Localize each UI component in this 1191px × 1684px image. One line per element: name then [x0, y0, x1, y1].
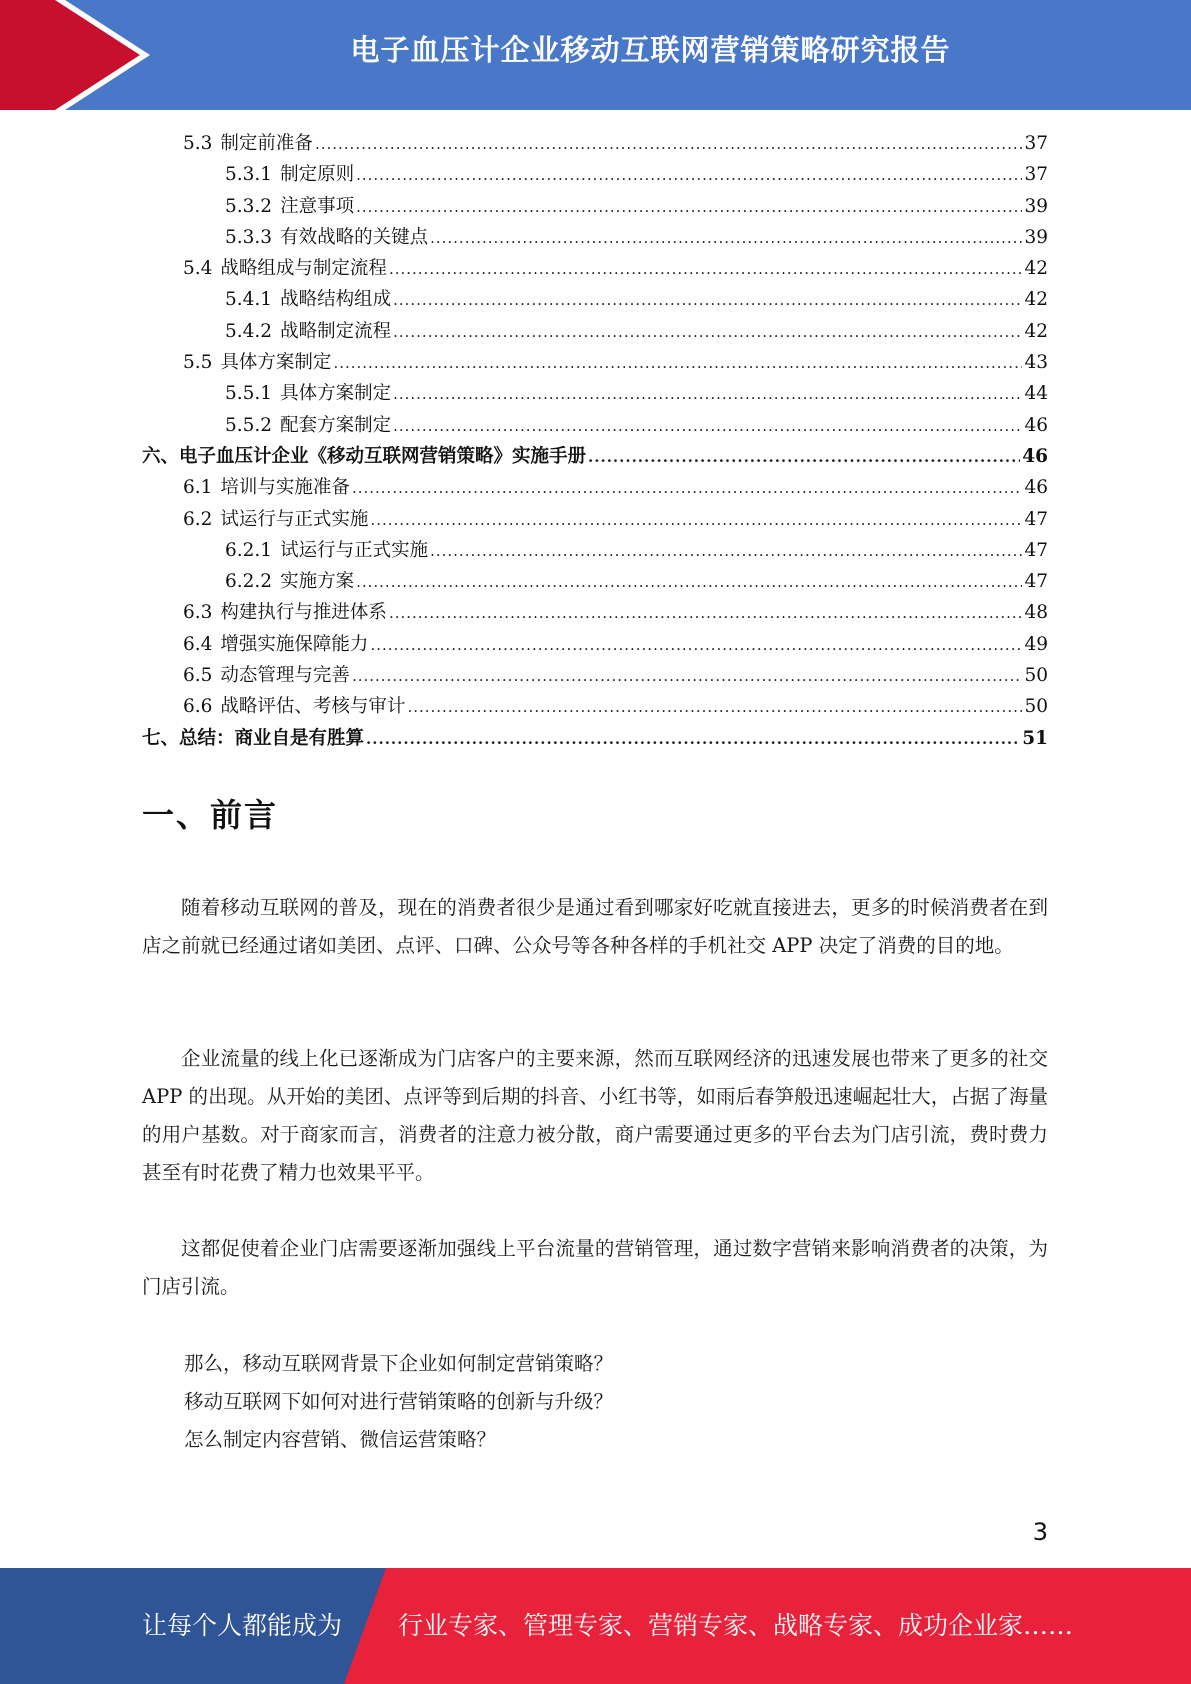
toc-entry[interactable]	[142, 441, 1048, 472]
body-paragraph: 这都促使着企业门店需要逐渐加强线上平台流量的营销管理，通过数字营销来影响消费者的决策，为门店引流。	[142, 1237, 1048, 1298]
toc-entry-title: 制定原则	[280, 164, 355, 186]
toc-entry-page: 47	[1024, 539, 1048, 561]
toc-entry[interactable]	[142, 472, 1048, 503]
toc-entry-number: 6.2	[183, 508, 213, 530]
section-heading: 一、前言	[142, 796, 279, 834]
toc-entry-page: 46	[1022, 445, 1048, 467]
toc-entry[interactable]	[142, 284, 1048, 315]
toc-entry-title: 战略制定流程	[280, 320, 392, 342]
toc-entry[interactable]	[142, 191, 1048, 222]
toc-leader-dots	[356, 192, 1022, 223]
toc-entry-number: 6.4	[183, 633, 213, 655]
toc-entry-title: 构建执行与推进体系	[220, 602, 387, 624]
toc-entry-number: 6.5	[183, 665, 213, 687]
toc-entry-title: 电子血压计企业《移动互联网营销策略》实施手册	[179, 445, 587, 467]
footer-slogan-right: 行业专家、管理专家、营销专家、战略专家、成功企业家……	[398, 1611, 1074, 1640]
toc-entry-title: 培训与实施准备	[220, 477, 350, 499]
toc-entry-title: 注意事项	[280, 195, 355, 217]
toc-leader-dots	[588, 442, 1020, 473]
toc-entry-title: 试运行与正式实施	[280, 539, 429, 561]
toc-entry-number: 6.6	[183, 696, 213, 718]
body-paragraph: 企业流量的线上化已逐渐成为门店客户的主要来源，然而互联网经济的迅速发展也带来了更多的社交 APP 的出现。从开始的美团、点评等到后期的抖音、小红书等，如雨后春笋般迅速崛起壮大，占据了海量的用户基数。对于商家而言，消费者的注意力被分散，商户需要通过更多的平台去为门店引流，费时费力甚至有时花费了精力也效果平平。	[142, 1047, 1048, 1184]
toc-entry-number: 5.5.1	[225, 383, 273, 405]
toc-entry-page: 37	[1024, 133, 1048, 154]
toc-entry[interactable]	[142, 691, 1048, 722]
body-paragraph: 随着移动互联网的普及，现在的消费者很少是通过看到哪家好吃就直接进去，更多的时候消费者在到店之前就已经通过诸如美团、点评、口碑、公众号等各种各样的手机社交 APP 决定了消费的目的地。	[142, 896, 1048, 957]
toc-entry-title: 总结：商业自是有胜算	[179, 727, 365, 749]
toc-entry-page: 46	[1024, 414, 1048, 436]
footer-slogan-left: 让每个人都能成为	[142, 1611, 343, 1640]
toc-entry-title: 增强实施保障能力	[220, 633, 369, 655]
footer-banner	[0, 1568, 1191, 1684]
toc-entry-page: 42	[1024, 320, 1048, 342]
toc-entry-number: 6.1	[183, 477, 213, 499]
question-line: 怎么制定内容营销、微信运营策略？	[184, 1428, 497, 1451]
toc-entry-page: 42	[1024, 289, 1048, 311]
toc-entry-number: 6.3	[183, 602, 213, 624]
toc-entry-title: 具体方案制定	[220, 352, 332, 374]
toc-entry-page: 46	[1024, 477, 1048, 499]
toc-entry-page: 50	[1024, 665, 1048, 687]
toc-leader-dots	[407, 692, 1022, 723]
toc-entry-page: 51	[1022, 727, 1048, 749]
toc-leader-dots	[370, 505, 1022, 536]
toc-leader-dots	[389, 254, 1023, 285]
toc-entry-number: 5.3	[183, 133, 213, 154]
toc-entry-number: 5.3.3	[225, 226, 273, 248]
toc-entry[interactable]	[142, 159, 1048, 190]
toc-entry-page: 42	[1024, 258, 1048, 280]
page-number: 3	[1032, 1518, 1048, 1546]
toc-leader-dots	[430, 223, 1022, 254]
toc-entry-page: 39	[1024, 226, 1048, 248]
toc-entry-number: 5.3.2	[225, 195, 273, 217]
toc-entry-number: 七、	[142, 727, 180, 749]
toc-entry-page: 37	[1024, 164, 1048, 186]
toc-entry-title: 试运行与正式实施	[220, 508, 369, 530]
toc-entry[interactable]	[142, 629, 1048, 660]
toc-entry-title: 战略评估、考核与审计	[220, 696, 406, 718]
toc-entry-number: 5.3.1	[225, 164, 273, 186]
toc-entry-title: 战略组成与制定流程	[220, 258, 387, 280]
toc-entry-page: 43	[1024, 352, 1048, 374]
toc-leader-dots	[352, 661, 1023, 692]
toc-leader-dots	[393, 379, 1022, 410]
toc-entry-title: 实施方案	[280, 571, 355, 593]
toc-entry-number: 5.4.1	[225, 289, 273, 311]
toc-entry-number: 六、	[142, 445, 180, 467]
toc-entry-number: 5.4	[183, 258, 213, 280]
toc-leader-dots	[370, 630, 1022, 661]
question-line: 移动互联网下如何对进行营销策略的创新与升级？	[184, 1390, 614, 1413]
toc-entry[interactable]	[142, 128, 1048, 159]
toc-leader-dots	[430, 536, 1022, 567]
toc-entry-page: 49	[1024, 633, 1048, 655]
toc-entry[interactable]	[142, 253, 1048, 284]
toc-entry-title: 具体方案制定	[280, 383, 392, 405]
toc-entry-number: 6.2.1	[225, 539, 273, 561]
toc-entry[interactable]	[142, 566, 1048, 597]
toc-entry-number: 5.4.2	[225, 320, 273, 342]
toc-entry-page: 47	[1024, 571, 1048, 593]
header-banner	[0, 0, 1191, 110]
toc-entry-number: 5.5	[183, 352, 213, 374]
question-line: 那么，移动互联网背景下企业如何制定营销策略？	[184, 1352, 614, 1375]
toc-leader-dots	[393, 285, 1022, 316]
toc-leader-dots	[333, 348, 1022, 379]
toc-leader-dots	[393, 411, 1022, 442]
toc-entry[interactable]	[142, 723, 1048, 754]
toc-leader-dots	[356, 567, 1022, 598]
table-of-contents	[142, 128, 1048, 754]
toc-entry-number: 6.2.2	[225, 571, 273, 593]
toc-entry[interactable]	[142, 316, 1048, 347]
toc-entry-page: 50	[1024, 696, 1048, 718]
toc-leader-dots	[352, 473, 1023, 504]
toc-entry-page: 48	[1024, 602, 1048, 624]
toc-leader-dots	[389, 598, 1023, 629]
toc-entry-page: 47	[1024, 508, 1048, 530]
toc-entry[interactable]	[142, 504, 1048, 535]
toc-entry-title: 制定前准备	[220, 133, 313, 154]
toc-leader-dots	[356, 160, 1022, 191]
toc-entry-title: 有效战略的关键点	[280, 226, 429, 248]
toc-entry-title: 动态管理与完善	[220, 665, 350, 687]
toc-entry-page: 39	[1024, 195, 1048, 217]
toc-leader-dots	[315, 129, 1023, 160]
toc-entry-number: 5.5.2	[225, 414, 273, 436]
toc-entry-page: 44	[1024, 383, 1048, 405]
toc-leader-dots	[366, 724, 1020, 755]
toc-entry-title: 战略结构组成	[280, 289, 392, 311]
report-title: 电子血压计企业移动互联网营销策略研究报告	[350, 33, 951, 67]
toc-leader-dots	[393, 317, 1022, 348]
toc-entry[interactable]	[142, 660, 1048, 691]
toc-entry[interactable]	[142, 347, 1048, 378]
toc-entry[interactable]	[142, 597, 1048, 628]
toc-entry-title: 配套方案制定	[280, 414, 392, 436]
toc-entry[interactable]	[142, 535, 1048, 566]
toc-entry[interactable]	[142, 378, 1048, 409]
toc-entry[interactable]	[142, 410, 1048, 441]
toc-entry[interactable]	[142, 222, 1048, 253]
